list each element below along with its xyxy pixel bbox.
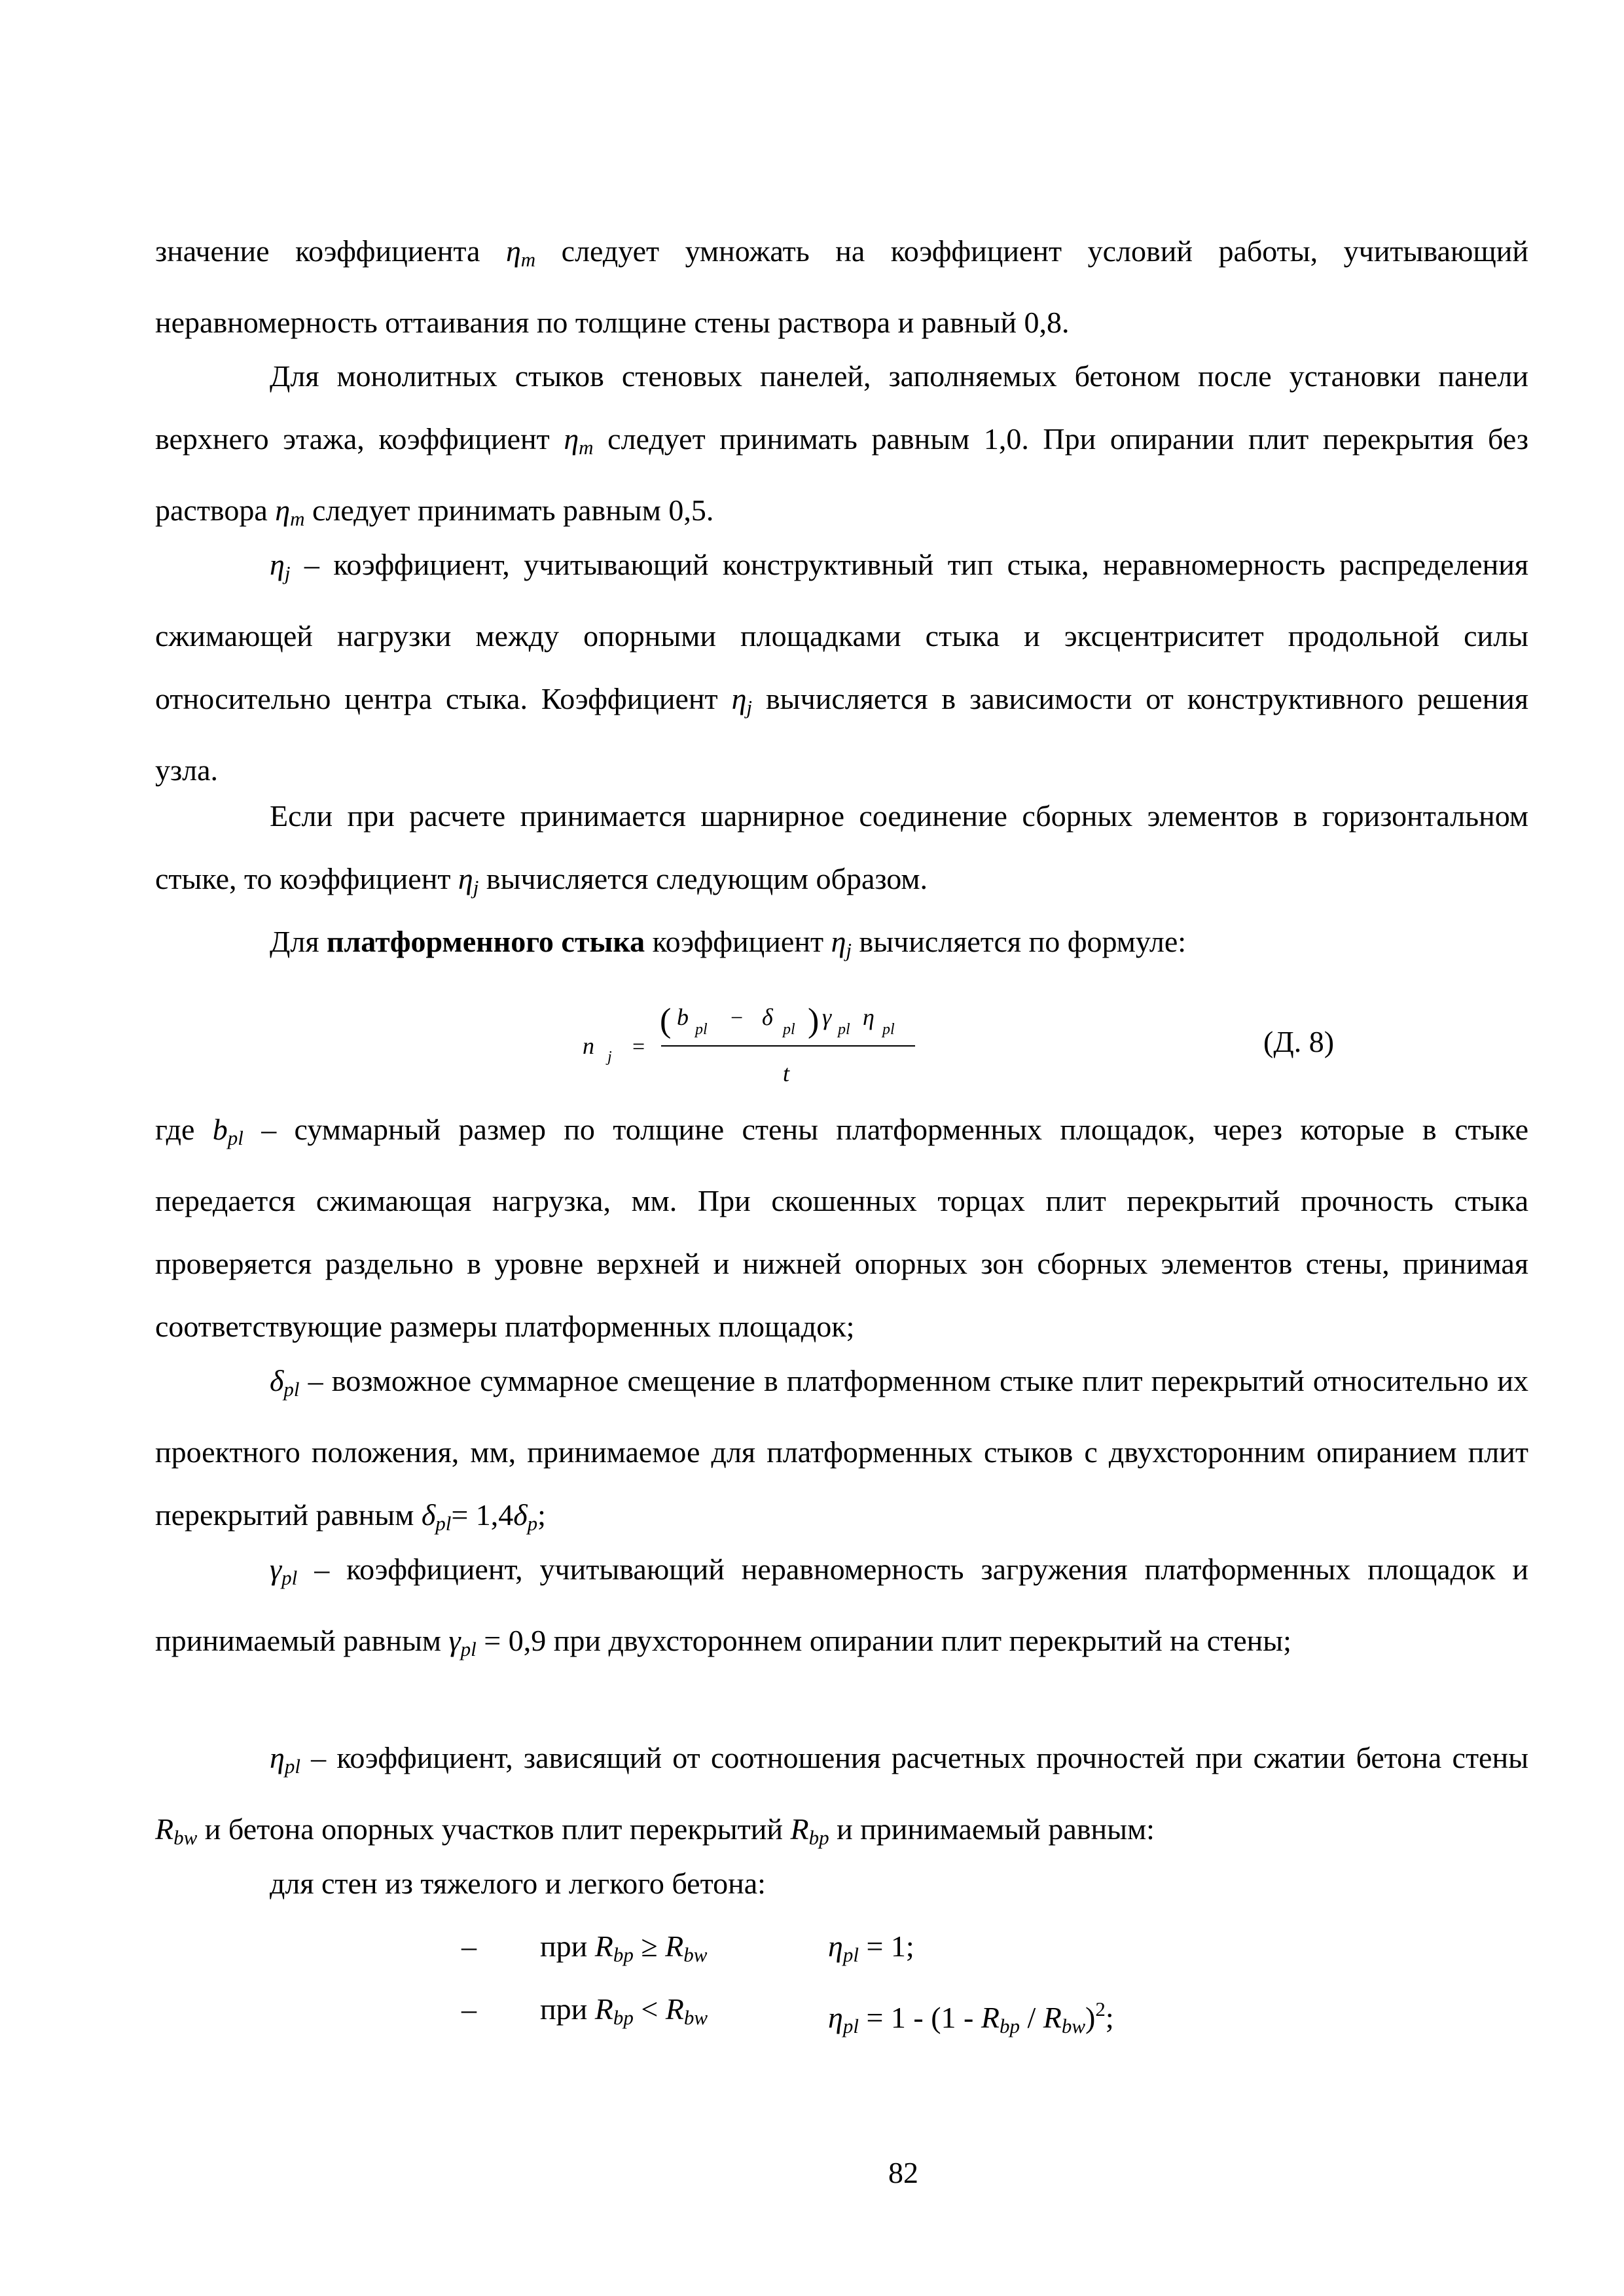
formula-d8 bbox=[569, 982, 1486, 1100]
list-condition: при $R_{bp} < R_{bw}$ bbox=[540, 1992, 708, 2029]
formula-delta: δ bbox=[762, 1004, 773, 1030]
formula-equals: = bbox=[632, 1035, 645, 1059]
page-number: 82 bbox=[888, 2156, 918, 2189]
formula-eta-sub: pl bbox=[882, 1021, 895, 1038]
list-dash: – bbox=[461, 1992, 477, 2026]
paragraph-8: $\gamma_{pl}$ – коэффициент, учитывающий неравномерность загружения платформенных площадок и принимаемый равным $\gamma_{pl} = 0,9$ при двухстороннем опирании плит перекрытий на стены; bbox=[155, 1552, 1528, 1660]
formula-delta-sub: pl bbox=[783, 1021, 795, 1038]
formula-lparen: ( bbox=[660, 1002, 672, 1039]
list-result: $\eta_{pl} = 1$; bbox=[828, 1929, 914, 1966]
formula-gamma-sub: pl bbox=[838, 1021, 850, 1038]
formula-eta: η bbox=[863, 1004, 875, 1030]
paragraph-1: значение коэффициента $\eta_m$ следует умножать на коэффициент условий работы, учитывающий неравномерность оттаивания по толщине стены раствора и равный 0,8. bbox=[155, 234, 1528, 339]
list-item bbox=[0, 1978, 1624, 2041]
list-result: $\eta_{pl} = 1 - (1 - R_{bp} / R_{bw})^2$; bbox=[828, 1998, 1114, 2037]
list-dash: – bbox=[461, 1929, 477, 1963]
paragraph-6: где $b_{pl}$ – суммарный размер по толщине стены платформенных площадок, через которые в стыке передается сжимающая нагрузка, мм. При скошенных торцах плит перекрытий прочность стыка проверяется раздельно в уровне верхней и нижней опорных зон сборных элементов стены, принимая соответствующие размеры платформенных площадок; bbox=[155, 1113, 1528, 1343]
formula-rparen: ) bbox=[808, 1002, 820, 1039]
paragraph-10: для стен из тяжелого и легкого бетона: bbox=[270, 1867, 766, 1900]
list-item bbox=[0, 1915, 1624, 1978]
formula-b: b bbox=[677, 1004, 689, 1030]
paragraph-5: Для платформенного стыка коэффициент $\eta_j$ вычисляется по формуле: bbox=[270, 925, 1187, 961]
formula-denominator: t bbox=[783, 1060, 790, 1086]
formula-lhs-j: j bbox=[607, 1049, 612, 1066]
paragraph-9: $\eta_{pl}$ – коэффициент, зависящий от соотношения расчетных прочностей при сжатии бетона стены $R_{bw}$ и бетона опорных участков плит перекрытий $R_{bp}$ и принимаемый равным: bbox=[155, 1741, 1528, 1849]
paragraph-3: $\eta_j$ – коэффициент, учитывающий конструктивный тип стыка, неравномерность распределения сжимающей нагрузки между опорными площадками стыка и эксцентриситет продольной силы относительно центра стыка. Коэффициент $\eta_j$ вычисляется в зависимости от конструктивного решения узла. bbox=[155, 548, 1528, 787]
equation-number: (Д. 8) bbox=[1263, 1025, 1335, 1058]
formula-minus: − bbox=[731, 1006, 744, 1030]
formula-lhs-n: n bbox=[583, 1033, 594, 1059]
paragraph-7: $\delta_{pl}$ – возможное суммарное смещение в платформенном стыке плит перекрытий относительно их проектного положения, мм, принимаемое для платформенных стыков с двухсторонним опиранием плит перекрытий равным $\delta_{pl}= 1,4\delta_p$; bbox=[155, 1364, 1528, 1535]
list-condition: при $R_{bp} \ge R_{bw}$ bbox=[540, 1929, 708, 1966]
formula-b-sub: pl bbox=[695, 1021, 708, 1038]
formula-gamma: γ bbox=[822, 1004, 832, 1030]
paragraph-4: Если при расчете принимается шарнирное соединение сборных элементов в горизонтальном стыке, то коэффициент $\eta_j$ вычисляется следующим образом. bbox=[155, 799, 1528, 899]
paragraph-2: Для монолитных стыков стеновых панелей, заполняемых бетоном после установки панели верхнего этажа, коэффициент $\eta_m$ следует принимать равным 1,0. При опирании плит перекрытия без раствора $\eta_m$ следует принимать равным 0,5. bbox=[155, 359, 1528, 530]
